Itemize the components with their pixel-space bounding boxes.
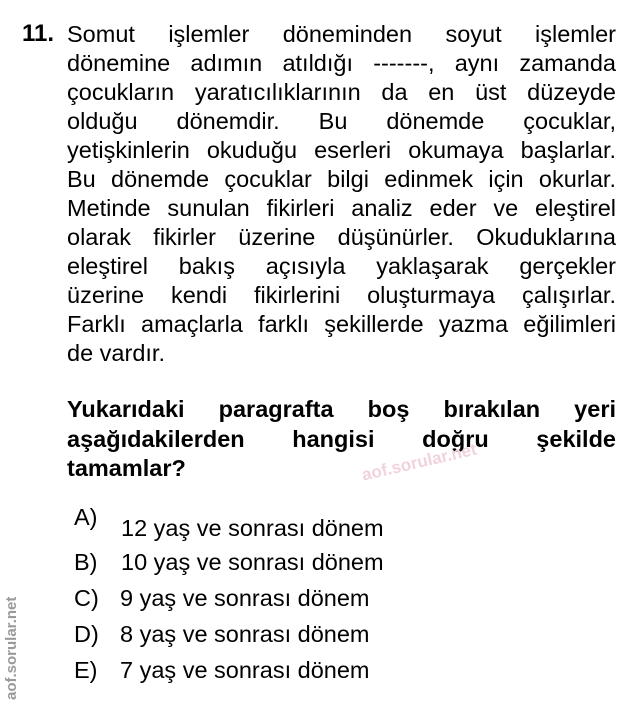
paragraph-line: olarak fikirler üzerine düşünürler. Okuduklarına bbox=[67, 224, 616, 250]
paragraph-line: Farklı amaçlarla farklı şekillerde yazma eğilimleri bbox=[67, 311, 616, 337]
option-label: E) bbox=[74, 657, 98, 683]
question-prompt bbox=[67, 395, 616, 484]
paragraph-line: Bu dönemde çocuklar bilgi edinmek için okurlar. bbox=[67, 166, 616, 192]
watermark-side: aof.sorular.net bbox=[3, 596, 20, 700]
option-text: 7 yaş ve sonrası dönem bbox=[120, 657, 370, 683]
question-number: 11. bbox=[22, 20, 55, 47]
question-paragraph bbox=[67, 20, 616, 368]
option-text: 12 yaş ve sonrası dönem bbox=[121, 515, 384, 541]
option-text: 9 yaş ve sonrası dönem bbox=[120, 585, 370, 611]
prompt-line: aşağıdakilerden hangisi doğru şekilde bbox=[67, 425, 616, 452]
watermark-diagonal: aof.sorular.net bbox=[360, 439, 479, 485]
option-text: 8 yaş ve sonrası dönem bbox=[120, 621, 370, 647]
paragraph-line: Metinde sunulan fikirleri analiz eder ve eleştirel bbox=[67, 195, 616, 221]
option-label: B) bbox=[74, 549, 98, 575]
option-label: C) bbox=[74, 585, 99, 611]
option-label: A) bbox=[74, 504, 98, 530]
paragraph-line: dönemine adımın atıldığı -------, aynı zamanda bbox=[67, 50, 616, 76]
paragraph-line: üzerine kendi fikirlerini oluşturmaya çalışırlar. bbox=[67, 282, 616, 308]
paragraph-line: yetişkinlerin okuduğu eserleri okumaya başlarlar. bbox=[67, 137, 616, 163]
paragraph-line: eleştirel bakış açısıyla yaklaşarak gerçekler bbox=[67, 253, 616, 279]
paragraph-line: olduğu dönemdir. Bu dönemde çocuklar, bbox=[67, 108, 616, 134]
prompt-line: Yukarıdaki paragrafta boş bırakılan yeri bbox=[67, 396, 616, 422]
paragraph-line: çocukların yaratıcılıklarının da en üst düzeyde bbox=[67, 79, 616, 105]
paragraph-line: de vardır. bbox=[67, 340, 165, 366]
paragraph-line: Somut işlemler döneminden soyut işlemler bbox=[67, 21, 616, 47]
prompt-line: tamamlar? bbox=[67, 455, 186, 481]
option-text: 10 yaş ve sonrası dönem bbox=[121, 549, 384, 575]
option-label: D) bbox=[74, 621, 99, 647]
